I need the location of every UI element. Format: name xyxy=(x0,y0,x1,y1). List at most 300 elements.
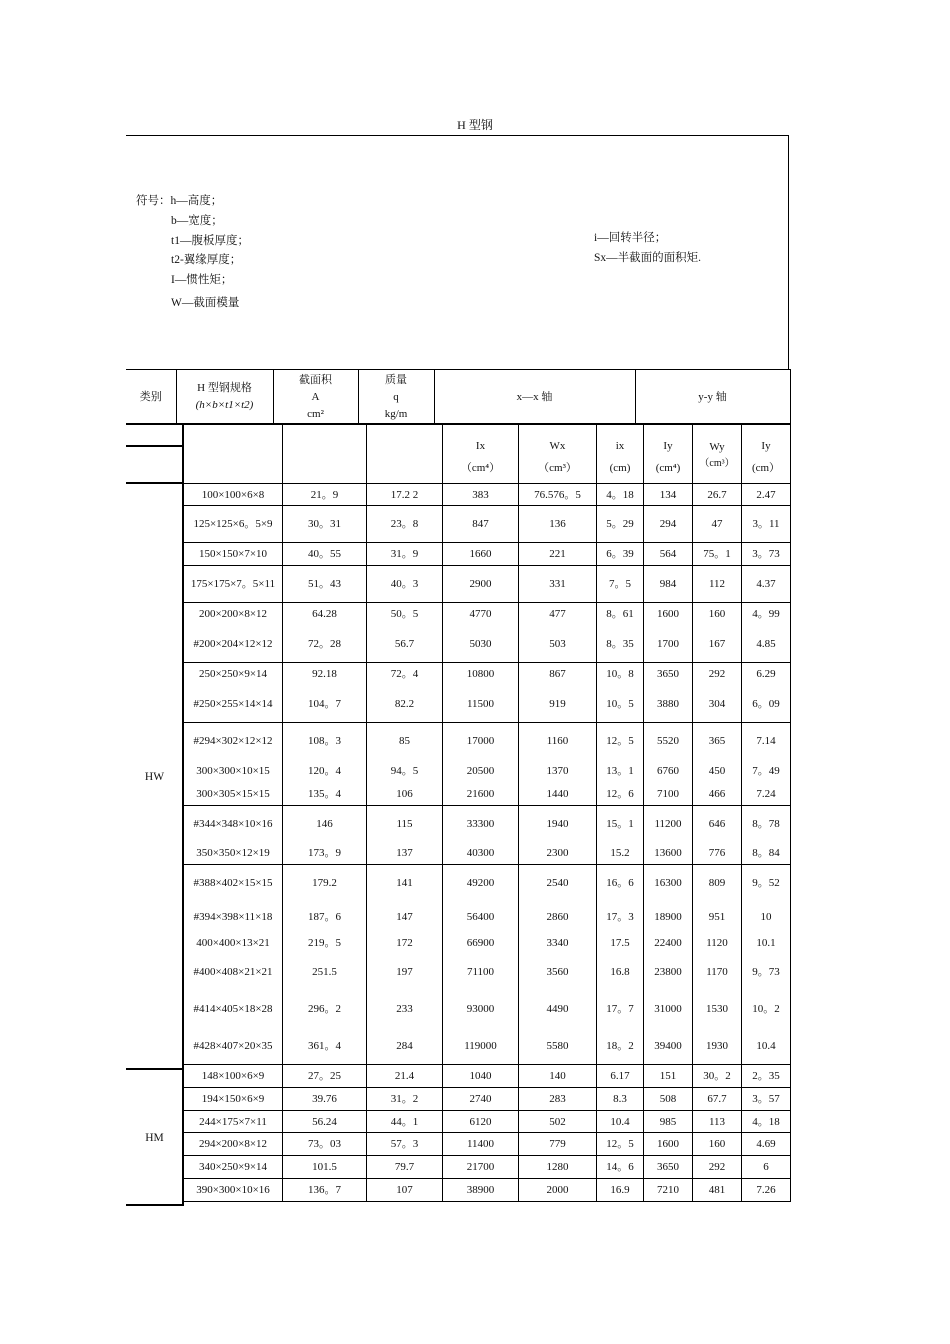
cell-iy: 13600 xyxy=(644,843,693,865)
category-rule xyxy=(126,1204,183,1206)
cell-ix: 17000 xyxy=(443,723,519,760)
cell-mass: 44。1 xyxy=(367,1111,443,1133)
unit-ix xyxy=(443,424,519,484)
cell-mass: 31。9 xyxy=(367,543,443,566)
cell-iy: 508 xyxy=(644,1088,693,1111)
cell-ix-radius: 14。6 xyxy=(597,1156,644,1179)
cell-wx: 1940 xyxy=(519,806,597,843)
cell-iy-radius: 8。78 xyxy=(742,806,791,843)
table-row xyxy=(184,760,791,783)
cell-ix: 6120 xyxy=(443,1111,519,1133)
cell-ix-radius: 10.4 xyxy=(597,1111,644,1133)
cell-iy-radius: 4.69 xyxy=(742,1133,791,1156)
cell-wx: 76.576。5 xyxy=(519,484,597,506)
cell-wy: 1530 xyxy=(693,991,742,1028)
header-mass xyxy=(358,370,434,425)
cell-area: 219。5 xyxy=(283,932,367,954)
cell-spec: #250×255×14×14 xyxy=(184,686,283,723)
cell-wx: 4490 xyxy=(519,991,597,1028)
cell-iy-radius: 10.1 xyxy=(742,932,791,954)
cell-ix-radius: 12。5 xyxy=(597,1133,644,1156)
cell-ix: 40300 xyxy=(443,843,519,865)
table-row xyxy=(184,603,791,626)
units-row xyxy=(184,424,791,484)
cell-wx: 2000 xyxy=(519,1179,597,1202)
cell-area: 296。2 xyxy=(283,991,367,1028)
cell-spec: 400×400×13×21 xyxy=(184,932,283,954)
cell-wx: 3340 xyxy=(519,932,597,954)
cell-wx: 503 xyxy=(519,626,597,663)
table-row xyxy=(184,1179,791,1202)
cell-mass: 137 xyxy=(367,843,443,865)
cell-ix: 93000 xyxy=(443,991,519,1028)
cell-iy-radius: 4。18 xyxy=(742,1111,791,1133)
sub-wy: Wy xyxy=(709,441,725,453)
cell-wy: 112 xyxy=(693,566,742,603)
cell-ix-radius: 6.17 xyxy=(597,1065,644,1088)
cell-spec: 175×175×7。5×11 xyxy=(184,566,283,603)
cell-wy: 30。2 xyxy=(693,1065,742,1088)
cell-iy-radius: 7.24 xyxy=(742,783,791,806)
cell-spec: 148×100×6×9 xyxy=(184,1065,283,1088)
table-row xyxy=(184,932,791,954)
cell-ix: 10800 xyxy=(443,663,519,686)
cell-spec: 200×200×8×12 xyxy=(184,603,283,626)
cell-area: 104。7 xyxy=(283,686,367,723)
cell-ix-radius: 8。61 xyxy=(597,603,644,626)
table-row xyxy=(184,566,791,603)
cell-iy-radius: 9。52 xyxy=(742,865,791,902)
cell-iy-radius: 9。73 xyxy=(742,954,791,991)
cell-ix-radius: 16。6 xyxy=(597,865,644,902)
sub-ix: Ix xyxy=(475,439,486,452)
cell-ix: 49200 xyxy=(443,865,519,902)
cell-ix-radius: 8。35 xyxy=(597,626,644,663)
cell-mass: 17.2 2 xyxy=(367,484,443,506)
table-row xyxy=(184,865,791,902)
cell-spec: #200×204×12×12 xyxy=(184,626,283,663)
cell-spec: 294×200×8×12 xyxy=(184,1133,283,1156)
cell-spec: 300×305×15×15 xyxy=(184,783,283,806)
cell-wy: 75。1 xyxy=(693,543,742,566)
cell-ix: 20500 xyxy=(443,760,519,783)
cell-mass: 23。8 xyxy=(367,506,443,543)
legend-item: b—宽度； xyxy=(171,215,223,227)
cell-spec: 390×300×10×16 xyxy=(184,1179,283,1202)
cell-wy: 481 xyxy=(693,1179,742,1202)
cell-spec: #344×348×10×16 xyxy=(184,806,283,843)
cell-ix: 119000 xyxy=(443,1028,519,1065)
cell-iy-radius: 10.4 xyxy=(742,1028,791,1065)
header-area-line1: 截面积 xyxy=(299,373,332,386)
cell-ix-radius: 16.8 xyxy=(597,954,644,991)
cell-ix-radius: 12。5 xyxy=(597,723,644,760)
table-row xyxy=(184,1111,791,1133)
table-row xyxy=(184,1156,791,1179)
cell-iy-radius: 4。99 xyxy=(742,603,791,626)
cell-ix-radius: 7。5 xyxy=(597,566,644,603)
cell-wy: 47 xyxy=(693,506,742,543)
cell-iy-radius: 10 xyxy=(742,902,791,932)
cell-area: 72。28 xyxy=(283,626,367,663)
category-rule xyxy=(126,423,183,425)
page-title: H 型钢 xyxy=(457,118,493,132)
cell-area: 187。6 xyxy=(283,902,367,932)
cell-wx: 2860 xyxy=(519,902,597,932)
cell-spec: 100×100×6×8 xyxy=(184,484,283,506)
unit-wx xyxy=(519,424,597,484)
cell-spec: #400×408×21×21 xyxy=(184,954,283,991)
cell-wx: 5580 xyxy=(519,1028,597,1065)
cell-iy-radius: 10。2 xyxy=(742,991,791,1028)
cell-spec: 244×175×7×11 xyxy=(184,1111,283,1133)
cell-iy: 11200 xyxy=(644,806,693,843)
cell-iy: 3650 xyxy=(644,663,693,686)
cell-wx: 1370 xyxy=(519,760,597,783)
cell-iy-radius: 7.26 xyxy=(742,1179,791,1202)
cell-wy: 1120 xyxy=(693,932,742,954)
cell-mass: 72。4 xyxy=(367,663,443,686)
cell-wx: 477 xyxy=(519,603,597,626)
cell-area: 136。7 xyxy=(283,1179,367,1202)
cell-area: 361。4 xyxy=(283,1028,367,1065)
cell-wy: 466 xyxy=(693,783,742,806)
cell-area: 56.24 xyxy=(283,1111,367,1133)
table-row xyxy=(184,806,791,843)
table-row xyxy=(184,723,791,760)
header-area xyxy=(273,370,358,425)
cell-ix: 383 xyxy=(443,484,519,506)
cell-mass: 141 xyxy=(367,865,443,902)
header-spec-line1: H 型钢规格 xyxy=(197,382,252,394)
sub-wx: Wx xyxy=(549,439,566,452)
legend-item: t1—腹板厚度； xyxy=(171,235,249,247)
table-row xyxy=(184,626,791,663)
cell-iy-radius: 7。49 xyxy=(742,760,791,783)
cell-wy: 450 xyxy=(693,760,742,783)
units-area-cell xyxy=(283,424,367,484)
cell-ix: 1040 xyxy=(443,1065,519,1088)
cell-mass: 56.7 xyxy=(367,626,443,663)
cell-wx: 3560 xyxy=(519,954,597,991)
header-spec-line2: (h×b×t1×t2) xyxy=(195,399,254,411)
cell-ix: 1660 xyxy=(443,543,519,566)
unit-iy2 xyxy=(742,424,791,484)
cell-mass: 50。5 xyxy=(367,603,443,626)
cell-mass: 147 xyxy=(367,902,443,932)
table-row xyxy=(184,954,791,991)
cell-spec: #394×398×11×18 xyxy=(184,902,283,932)
cell-area: 101.5 xyxy=(283,1156,367,1179)
cell-wx: 331 xyxy=(519,566,597,603)
cell-wx: 1440 xyxy=(519,783,597,806)
cell-spec: 250×250×9×14 xyxy=(184,663,283,686)
cell-ix-radius: 17.5 xyxy=(597,932,644,954)
cell-ix: 4770 xyxy=(443,603,519,626)
cell-mass: 40。3 xyxy=(367,566,443,603)
cell-mass: 106 xyxy=(367,783,443,806)
table-row xyxy=(184,843,791,865)
cell-wy: 776 xyxy=(693,843,742,865)
cell-area: 108。3 xyxy=(283,723,367,760)
category-hm: HM xyxy=(145,1132,164,1144)
unit-iy xyxy=(644,424,693,484)
cell-area: 21。9 xyxy=(283,484,367,506)
cell-ix-radius: 10。5 xyxy=(597,686,644,723)
cell-iy-radius: 2。35 xyxy=(742,1065,791,1088)
cell-mass: 94。5 xyxy=(367,760,443,783)
cell-wy: 951 xyxy=(693,902,742,932)
cell-ix: 21700 xyxy=(443,1156,519,1179)
cell-mass: 21.4 xyxy=(367,1065,443,1088)
cell-wy: 67.7 xyxy=(693,1088,742,1111)
cell-iy: 6760 xyxy=(644,760,693,783)
cell-ix: 71100 xyxy=(443,954,519,991)
unit-iy-text: (cm⁴) xyxy=(655,461,681,474)
cell-ix: 847 xyxy=(443,506,519,543)
cell-ix-radius: 12。6 xyxy=(597,783,644,806)
table-row xyxy=(184,1065,791,1088)
category-hw: HW xyxy=(144,771,165,783)
cell-iy: 39400 xyxy=(644,1028,693,1065)
cell-wx: 1280 xyxy=(519,1156,597,1179)
cell-mass: 284 xyxy=(367,1028,443,1065)
cell-iy: 564 xyxy=(644,543,693,566)
legend-item: t2-翼缘厚度； xyxy=(171,254,242,266)
cell-iy: 7210 xyxy=(644,1179,693,1202)
header-area-line2: A xyxy=(311,390,320,403)
legend-item: W—截面模量 xyxy=(171,297,240,309)
cell-iy-radius: 4.85 xyxy=(742,626,791,663)
cell-wx: 221 xyxy=(519,543,597,566)
cell-mass: 197 xyxy=(367,954,443,991)
cell-wy: 646 xyxy=(693,806,742,843)
table-row xyxy=(184,1088,791,1111)
cell-wx: 1160 xyxy=(519,723,597,760)
cell-iy: 5520 xyxy=(644,723,693,760)
cell-area: 135。4 xyxy=(283,783,367,806)
table-row xyxy=(184,1133,791,1156)
table-row xyxy=(184,783,791,806)
cell-wx: 136 xyxy=(519,506,597,543)
header-mass-line2: q xyxy=(393,390,399,403)
cell-ix-radius: 17。7 xyxy=(597,991,644,1028)
cell-mass: 233 xyxy=(367,991,443,1028)
header-mass-line3: kg/m xyxy=(384,407,408,420)
cell-iy-radius: 4.37 xyxy=(742,566,791,603)
header-x-axis: x—x 轴 xyxy=(434,370,635,425)
table-header xyxy=(126,369,790,424)
category-rule xyxy=(126,445,183,447)
unit-ix-text: （cm⁴） xyxy=(460,461,501,474)
cell-iy: 3650 xyxy=(644,1156,693,1179)
sub-iy2: Iy xyxy=(761,439,771,452)
cell-mass: 31。2 xyxy=(367,1088,443,1111)
cell-wy: 1930 xyxy=(693,1028,742,1065)
cell-mass: 115 xyxy=(367,806,443,843)
category-rule xyxy=(126,482,183,484)
cell-iy: 16300 xyxy=(644,865,693,902)
cell-iy: 984 xyxy=(644,566,693,603)
cell-ix: 38900 xyxy=(443,1179,519,1202)
cell-wy: 809 xyxy=(693,865,742,902)
cell-wy: 292 xyxy=(693,663,742,686)
cell-ix-radius: 15.2 xyxy=(597,843,644,865)
cell-ix-radius: 17。3 xyxy=(597,902,644,932)
cell-wy: 1170 xyxy=(693,954,742,991)
cell-area: 27。25 xyxy=(283,1065,367,1088)
cell-area: 179.2 xyxy=(283,865,367,902)
cell-area: 30。31 xyxy=(283,506,367,543)
cell-ix: 21600 xyxy=(443,783,519,806)
cell-iy: 1700 xyxy=(644,626,693,663)
cell-ix-radius: 8.3 xyxy=(597,1088,644,1111)
cell-ix-radius: 5。29 xyxy=(597,506,644,543)
cell-wx: 919 xyxy=(519,686,597,723)
cell-area: 51。43 xyxy=(283,566,367,603)
cell-iy: 3880 xyxy=(644,686,693,723)
cell-iy: 134 xyxy=(644,484,693,506)
cell-ix-radius: 10。8 xyxy=(597,663,644,686)
cell-spec: #428×407×20×35 xyxy=(184,1028,283,1065)
cell-mass: 172 xyxy=(367,932,443,954)
cell-wy: 365 xyxy=(693,723,742,760)
cell-ix: 2900 xyxy=(443,566,519,603)
cell-iy-radius: 6 xyxy=(742,1156,791,1179)
cell-ix-radius: 13。1 xyxy=(597,760,644,783)
units-mass-cell xyxy=(367,424,443,484)
cell-spec: #294×302×12×12 xyxy=(184,723,283,760)
cell-ix: 11400 xyxy=(443,1133,519,1156)
cell-spec: #388×402×15×15 xyxy=(184,865,283,902)
header-area-line3: cm² xyxy=(307,407,324,420)
legend-item: I—惯性矩； xyxy=(171,274,233,286)
cell-wy: 26.7 xyxy=(693,484,742,506)
cell-wx: 283 xyxy=(519,1088,597,1111)
cell-ix: 56400 xyxy=(443,902,519,932)
cell-iy-radius: 7.14 xyxy=(742,723,791,760)
header-mass-line1: 质量 xyxy=(385,373,407,386)
cell-ix: 5030 xyxy=(443,626,519,663)
unit-wy xyxy=(693,424,742,484)
cell-ix: 2740 xyxy=(443,1088,519,1111)
cell-iy: 18900 xyxy=(644,902,693,932)
cell-area: 40。55 xyxy=(283,543,367,566)
cell-iy: 1600 xyxy=(644,1133,693,1156)
cell-spec: 150×150×7×10 xyxy=(184,543,283,566)
category-rule xyxy=(126,1068,183,1070)
table-row xyxy=(184,991,791,1028)
cell-wx: 140 xyxy=(519,1065,597,1088)
data-table xyxy=(183,423,790,1202)
units-spec-cell xyxy=(184,424,283,484)
cell-area: 146 xyxy=(283,806,367,843)
cell-iy: 985 xyxy=(644,1111,693,1133)
cell-iy: 7100 xyxy=(644,783,693,806)
cell-area: 39.76 xyxy=(283,1088,367,1111)
cell-area: 92.18 xyxy=(283,663,367,686)
cell-spec: 300×300×10×15 xyxy=(184,760,283,783)
table-row xyxy=(184,543,791,566)
cell-iy-radius: 6。09 xyxy=(742,686,791,723)
cell-wx: 502 xyxy=(519,1111,597,1133)
cell-iy-radius: 3。73 xyxy=(742,543,791,566)
cell-area: 173。9 xyxy=(283,843,367,865)
unit-iy2-text: (cm） xyxy=(751,461,781,474)
table-row xyxy=(184,1028,791,1065)
cell-spec: 194×150×6×9 xyxy=(184,1088,283,1111)
table-row xyxy=(184,686,791,723)
cell-iy-radius: 6.29 xyxy=(742,663,791,686)
unit-wx-text: （cm³） xyxy=(538,461,577,474)
cell-mass: 79.7 xyxy=(367,1156,443,1179)
cell-wy: 160 xyxy=(693,603,742,626)
cell-mass: 82.2 xyxy=(367,686,443,723)
cell-area: 120。4 xyxy=(283,760,367,783)
cell-ix: 33300 xyxy=(443,806,519,843)
cell-iy: 1600 xyxy=(644,603,693,626)
cell-ix-radius: 4。18 xyxy=(597,484,644,506)
header-category: 类别 xyxy=(126,370,176,425)
cell-iy-radius: 3。11 xyxy=(742,506,791,543)
cell-iy-radius: 3。57 xyxy=(742,1088,791,1111)
legend-item: i—回转半径； xyxy=(594,232,667,244)
table-row xyxy=(184,506,791,543)
header-y-axis: y-y 轴 xyxy=(635,370,790,425)
cell-area: 73。03 xyxy=(283,1133,367,1156)
cell-wx: 2300 xyxy=(519,843,597,865)
table-row xyxy=(184,902,791,932)
cell-wy: 160 xyxy=(693,1133,742,1156)
cell-iy-radius: 2.47 xyxy=(742,484,791,506)
cell-ix-radius: 15。1 xyxy=(597,806,644,843)
unit-wy-text: （cm³） xyxy=(699,458,735,469)
cell-ix-radius: 18。2 xyxy=(597,1028,644,1065)
cell-wx: 867 xyxy=(519,663,597,686)
legend-item: Sx—半截面的面积矩. xyxy=(594,252,702,264)
cell-area: 64.28 xyxy=(283,603,367,626)
cell-wy: 292 xyxy=(693,1156,742,1179)
cell-mass: 107 xyxy=(367,1179,443,1202)
cell-iy-radius: 8。84 xyxy=(742,843,791,865)
cell-mass: 57。3 xyxy=(367,1133,443,1156)
cell-mass: 85 xyxy=(367,723,443,760)
sub-iy: Iy xyxy=(663,439,673,452)
sub-ix2: ix xyxy=(615,439,625,452)
table-row xyxy=(184,663,791,686)
legend-item: 符号：h—高度； xyxy=(136,195,223,207)
unit-ix2 xyxy=(597,424,644,484)
cell-ix-radius: 6。39 xyxy=(597,543,644,566)
cell-spec: 125×125×6。5×9 xyxy=(184,506,283,543)
cell-iy: 31000 xyxy=(644,991,693,1028)
cell-wy: 113 xyxy=(693,1111,742,1133)
cell-ix: 11500 xyxy=(443,686,519,723)
cell-wy: 304 xyxy=(693,686,742,723)
cell-iy: 294 xyxy=(644,506,693,543)
cell-ix: 66900 xyxy=(443,932,519,954)
cell-iy: 22400 xyxy=(644,932,693,954)
cell-wx: 779 xyxy=(519,1133,597,1156)
cell-iy: 23800 xyxy=(644,954,693,991)
cell-ix-radius: 16.9 xyxy=(597,1179,644,1202)
cell-wy: 167 xyxy=(693,626,742,663)
table-row xyxy=(184,484,791,506)
cell-area: 251.5 xyxy=(283,954,367,991)
cell-spec: 340×250×9×14 xyxy=(184,1156,283,1179)
cell-wx: 2540 xyxy=(519,865,597,902)
cell-spec: 350×350×12×19 xyxy=(184,843,283,865)
